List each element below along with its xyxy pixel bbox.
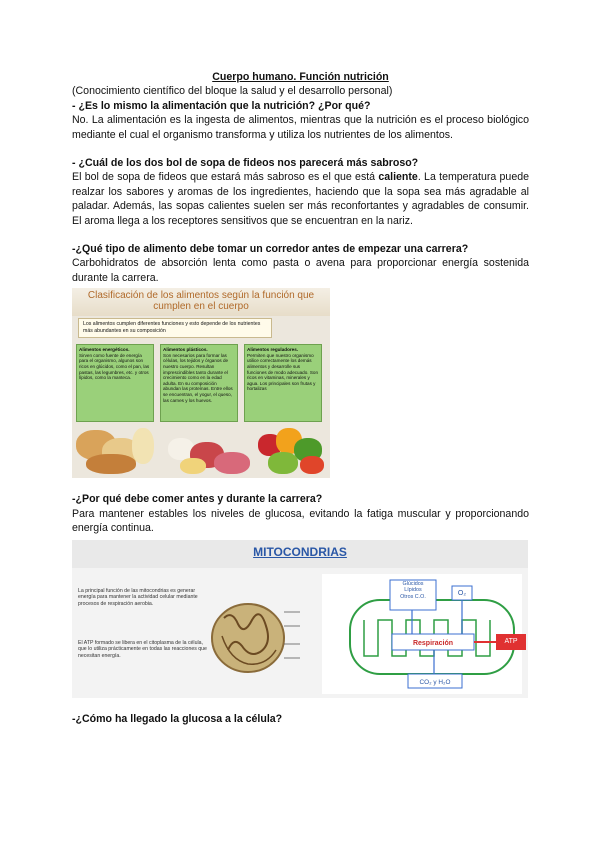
mitochondria-text-2: El ATP formado se libera en el citoplasma de la célula, que lo utiliza prácticamente en todas las reacciones que necesitan energía. bbox=[78, 639, 207, 659]
figure-heading: Clasificación de los alimentos según la función que cumplen en el cuerpo bbox=[87, 290, 315, 313]
figure-intro-box: Los alimentos cumplen diferentes funciones y esto depende de los nutrientes más abundantes en su composición bbox=[78, 318, 272, 338]
answer-2-part-2: . La temperatura puede realzar los sabores y aromas de los ingredientes, haciendo que la sopa sea más agradable al paladar. Además, las sopas calientes suelen ser más reconfortantes y agradables de consumir. El aroma llega a los receptores sensitivos que se encuentran en la nariz. bbox=[72, 171, 529, 227]
atp-label: ATP bbox=[496, 634, 526, 650]
food-classification-figure bbox=[72, 288, 330, 478]
answer-2-bold: caliente bbox=[378, 171, 418, 184]
plastic-foods-title: Alimentos plásticos. bbox=[163, 347, 208, 353]
answer-4: Para mantener estables los niveles de glucosa, evitando la fatiga muscular y proporcionando energía continua. bbox=[72, 507, 529, 535]
question-2: - ¿Cuál de los dos bol de sopa de fideos nos parecerá más sabroso? bbox=[72, 157, 419, 170]
mitochondria-text-1: La principal función de las mitocondrias es generar energía para mantener la actividad celular mediante procesos de respiración aerobia. bbox=[78, 587, 198, 607]
regulator-foods-title: Alimentos reguladores. bbox=[247, 347, 299, 353]
inputs-box bbox=[391, 581, 435, 601]
mitochondria-figure bbox=[72, 540, 528, 698]
mitochondria-title: MITOCONDRIAS bbox=[253, 544, 347, 559]
regulator-foods-text: Permiten que nuestro organismo utilice correctamente los demás alimentos y desarrolle sus funciones de modo adecuado. Son ricos en vitaminas, minerales y agua. Los principales son frutas y hortalizas bbox=[247, 352, 319, 392]
input-otros: Otros C.O. bbox=[400, 593, 426, 600]
input-glucidos: Glúcidos bbox=[402, 580, 424, 587]
question-5: -¿Cómo ha llegado la glucosa a la célula? bbox=[72, 712, 283, 725]
page-title: Cuerpo humano. Función nutrición bbox=[212, 71, 389, 83]
energetic-foods-box bbox=[76, 344, 154, 422]
answer-1: No. La alimentación es la ingesta de alimentos, mientras que la nutrición es el proceso biológico mediante el cual el organismo transforma y utiliza los nutrientes de los alimentos. bbox=[72, 114, 529, 141]
question-3: -¿Qué tipo de alimento debe tomar un corredor antes de empezar una carrera? bbox=[72, 243, 469, 256]
answer-2-part-1: El bol de sopa de fideos que estará más sabroso es el que está bbox=[72, 171, 379, 184]
mitochondria-diagrams bbox=[72, 540, 528, 698]
respiration-label: Respiración bbox=[412, 639, 454, 647]
answer-2 bbox=[72, 170, 529, 228]
answer-3: Carbohidratos de absorción lenta como pasta o avena para proporcionar energía sostenida durante la carrera. bbox=[72, 257, 529, 284]
input-lipidos: Lípidos bbox=[404, 587, 422, 594]
oxygen-label: O₂ bbox=[457, 589, 467, 597]
document-page bbox=[72, 70, 529, 726]
question-1: - ¿Es lo mismo la alimentación que la nutrición? ¿Por qué? bbox=[72, 99, 371, 112]
products-label: CO₂ y H₂O bbox=[419, 678, 451, 686]
energetic-foods-title: Alimentos energéticos. bbox=[79, 347, 130, 353]
plastic-foods-box bbox=[160, 344, 238, 422]
regulator-foods-box bbox=[244, 344, 322, 422]
energetic-foods-text: Sirven como fuente de energía para el organismo, algunos son ricos en glúcidos, como el pan, las pastas, las legumbres, etc. y otros lípidos, como la manteca. bbox=[79, 352, 150, 381]
question-4: -¿Por qué debe comer antes y durante la carrera? bbox=[72, 493, 323, 506]
mitochondrion-illustration bbox=[212, 604, 300, 672]
page-subtitle: (Conocimiento científico del bloque la salud y el desarrollo personal) bbox=[72, 85, 393, 98]
plastic-foods-text: Son necesarios para formar las células, los tejidos y órganos de nuestro cuerpo. Resultan imprescindibles tanto durante el crecimiento como en la edad adulta. En su composición abundan las proteínas. Entre ellos se encuentran, el yogur, el queso, las carnes y los huevos. bbox=[163, 352, 233, 403]
